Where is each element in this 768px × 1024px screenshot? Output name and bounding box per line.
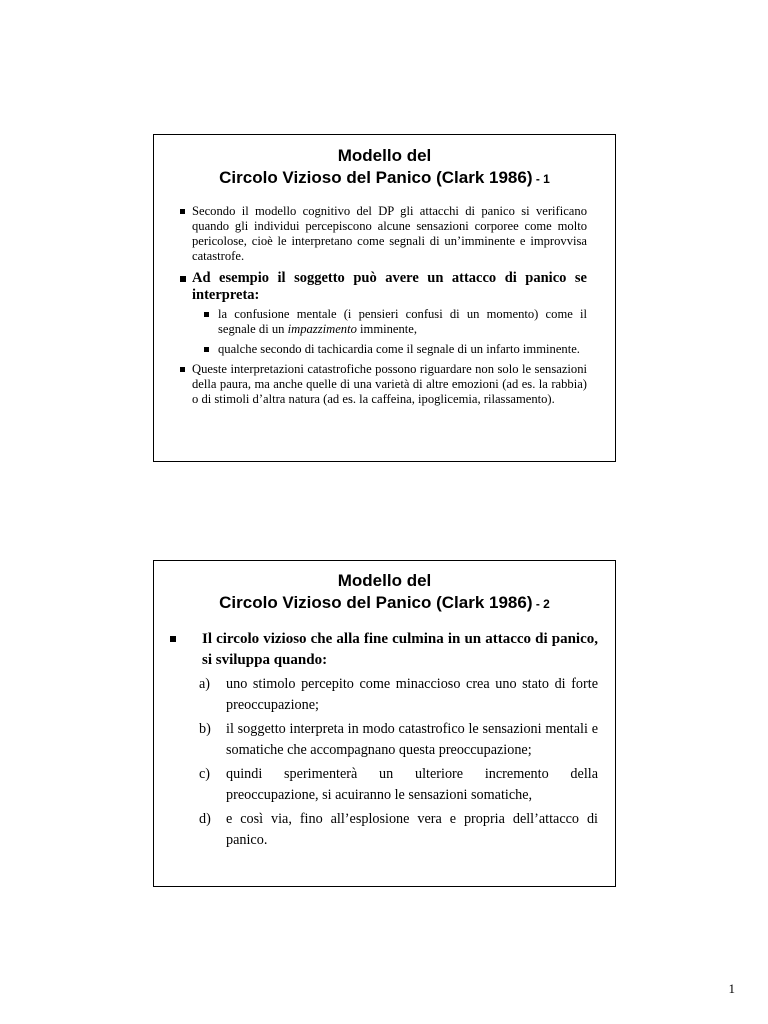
slide-1-bullet-2 <box>180 270 587 304</box>
square-bullet-icon <box>180 276 186 282</box>
slide-2-title-suffix: - 2 <box>532 597 550 611</box>
slide-1-bullet-1 <box>180 204 587 264</box>
slide-2 <box>153 560 616 887</box>
slide-2-title-line2: Circolo Vizioso del Panico (Clark 1986) <box>219 593 533 612</box>
slide-1-title-suffix: - 1 <box>532 172 550 186</box>
slide-1-bullet-1-text: Secondo il modello cognitivo del DP gli attacchi di panico si verificano quando gli individui percepiscono alcune sensazioni corporee come molto pericolose, cioè le interpretano come segnali di un’imminente e improvvisa catastrofe. <box>192 204 587 263</box>
list-item-text: quindi sperimenterà un ulteriore incremento della preoccupazione, si acuiranno le sensazioni somatiche, <box>226 766 598 803</box>
slide-1-content <box>180 204 587 413</box>
slide-1-sublist <box>180 307 587 357</box>
page-number: 1 <box>728 981 735 996</box>
slide-1-sub-bullet-1 <box>180 307 587 337</box>
list-item <box>170 764 598 806</box>
list-item-marker: b) <box>199 721 211 737</box>
slide-1-title-line1: Modello del <box>337 146 432 165</box>
slide-2-content <box>170 629 598 854</box>
slide-1-sub-1-italic: impazzimento <box>287 322 357 336</box>
square-bullet-icon <box>204 347 209 352</box>
list-item-text: il soggetto interpreta in modo catastrofico le sensazioni mentali e somatiche che accompagnano questa preoccupazione; <box>226 721 598 758</box>
list-item-marker: d) <box>199 811 211 827</box>
slide-1-bullet-3-text: Queste interpretazioni catastrofiche possono riguardare non solo le sensazioni della paura, ma anche quelle di una varietà di altre emozioni (ad es. la rabbia) o di stimoli d’altra natura (ad es. la caffeina, ipoglicemia, rilassamento). <box>192 362 587 406</box>
slide-1-sub-1-end: imminente, <box>356 322 418 336</box>
square-bullet-icon <box>180 209 185 214</box>
slide-2-title <box>154 561 615 615</box>
slide-1 <box>153 134 616 462</box>
list-item <box>170 809 598 851</box>
slide-2-bullet-text: Il circolo vizioso che alla fine culmina in un attacco di panico, si sviluppa quando: <box>202 631 598 668</box>
slide-2-title-line1: Modello del <box>337 571 432 590</box>
slide-1-title-line2: Circolo Vizioso del Panico (Clark 1986) <box>219 168 533 187</box>
list-item <box>170 674 598 716</box>
slide-1-sub-2-text: qualche secondo di tachicardia come il segnale di un infarto imminente. <box>218 342 580 356</box>
slide-1-sublist-container <box>180 307 587 357</box>
slide-1-sub-1-text: la confusione mentale (i pensieri confusi di un momento) come il segnale di un <box>218 307 587 336</box>
list-item-marker: a) <box>199 676 211 692</box>
slide-2-ordered-list <box>170 674 598 851</box>
slide-1-title <box>154 135 615 190</box>
square-bullet-icon <box>170 636 176 642</box>
list-item-marker: c) <box>199 766 211 782</box>
list-item-text: uno stimolo percepito come minaccioso crea uno stato di forte preoccupazione; <box>226 676 598 713</box>
square-bullet-icon <box>204 312 209 317</box>
slide-1-bullet-2-text: Ad esempio il soggetto può avere un attacco di panico se interpreta: <box>192 270 587 303</box>
list-item <box>170 719 598 761</box>
slide-1-sub-bullet-2 <box>180 342 587 357</box>
slide-2-bullet <box>170 629 598 671</box>
slide-1-bullet-3 <box>180 362 587 407</box>
square-bullet-icon <box>180 367 185 372</box>
list-item-text: e così via, fino all’esplosione vera e propria dell’attacco di panico. <box>226 811 598 848</box>
